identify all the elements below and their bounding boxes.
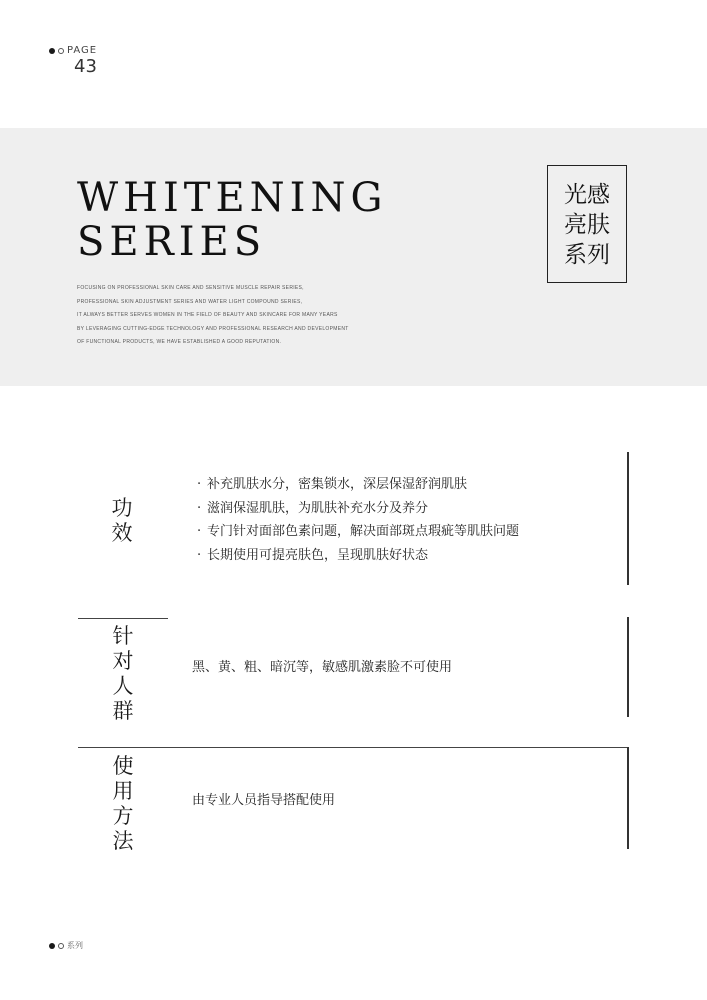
- list-item: · 长期使用可提亮肤色，呈现肌肤好状态: [197, 544, 519, 568]
- filled-dot-icon: [49, 943, 55, 949]
- page-header: [49, 45, 97, 77]
- list-item: · 滋润保湿肌肤，为肌肤补充水分及养分: [197, 497, 519, 521]
- efficacy-label: 功效: [111, 496, 133, 545]
- target-divider: [627, 617, 629, 717]
- chinese-title-line: 光感: [564, 182, 610, 208]
- description-line: BY LEVERAGING CUTTING-EDGE TECHNOLOGY AND PROFESSIONAL RESEARCH AND DEVELOPMENT: [77, 325, 349, 332]
- description-line: OF FUNCTIONAL PRODUCTS, WE HAVE ESTABLISHED A GOOD REPUTATION.: [77, 339, 282, 346]
- efficacy-divider: [627, 452, 629, 585]
- efficacy-list: [197, 473, 519, 567]
- footer-text: 系列: [67, 941, 83, 950]
- ring-dot-icon: [58, 48, 64, 54]
- filled-dot-icon: [49, 48, 55, 54]
- description-line: PROFESSIONAL SKIN ADJUSTMENT SERIES AND WATER LIGHT COMPOUND SERIES,: [77, 298, 303, 305]
- description-line: FOCUSING ON PROFESSIONAL SKIN CARE AND SENSITIVE MUSCLE REPAIR SERIES,: [77, 285, 304, 291]
- usage-text: 由专业人员指导搭配使用: [192, 793, 336, 808]
- page-label: PAGE: [67, 45, 98, 56]
- usage-label: 使用方法: [112, 754, 134, 853]
- chinese-title-line: 系列: [564, 242, 610, 268]
- list-item: · 专门针对面部色素问题，解决面部斑点瑕疵等肌肤问题: [197, 520, 519, 544]
- target-top-rule: [78, 618, 168, 619]
- ring-dot-icon: [58, 943, 64, 949]
- usage-top-rule: [78, 747, 628, 748]
- chinese-title: [548, 180, 626, 270]
- usage-divider: [627, 747, 629, 849]
- series-description: [77, 282, 377, 350]
- list-item: · 补充肌肤水分，密集锁水，深层保湿舒润肌肤: [197, 473, 519, 497]
- description-line: IT ALWAYS BETTER SERVES WOMEN IN THE FIELD OF BEAUTY AND SKINCARE FOR MANY YEARS: [77, 312, 338, 319]
- series-title-line1: WHITENING: [77, 175, 388, 221]
- target-label: 针对人群: [112, 624, 134, 723]
- series-title-line2: SERIES: [77, 219, 267, 265]
- page-number: 43: [74, 56, 97, 77]
- target-text: 黑、黄、粗、暗沉等，敏感肌激素脸不可使用: [192, 660, 453, 675]
- series-title: [77, 176, 387, 264]
- chinese-title-box: [547, 165, 627, 283]
- chinese-title-line: 亮肤: [564, 212, 610, 238]
- page-footer: [49, 940, 83, 951]
